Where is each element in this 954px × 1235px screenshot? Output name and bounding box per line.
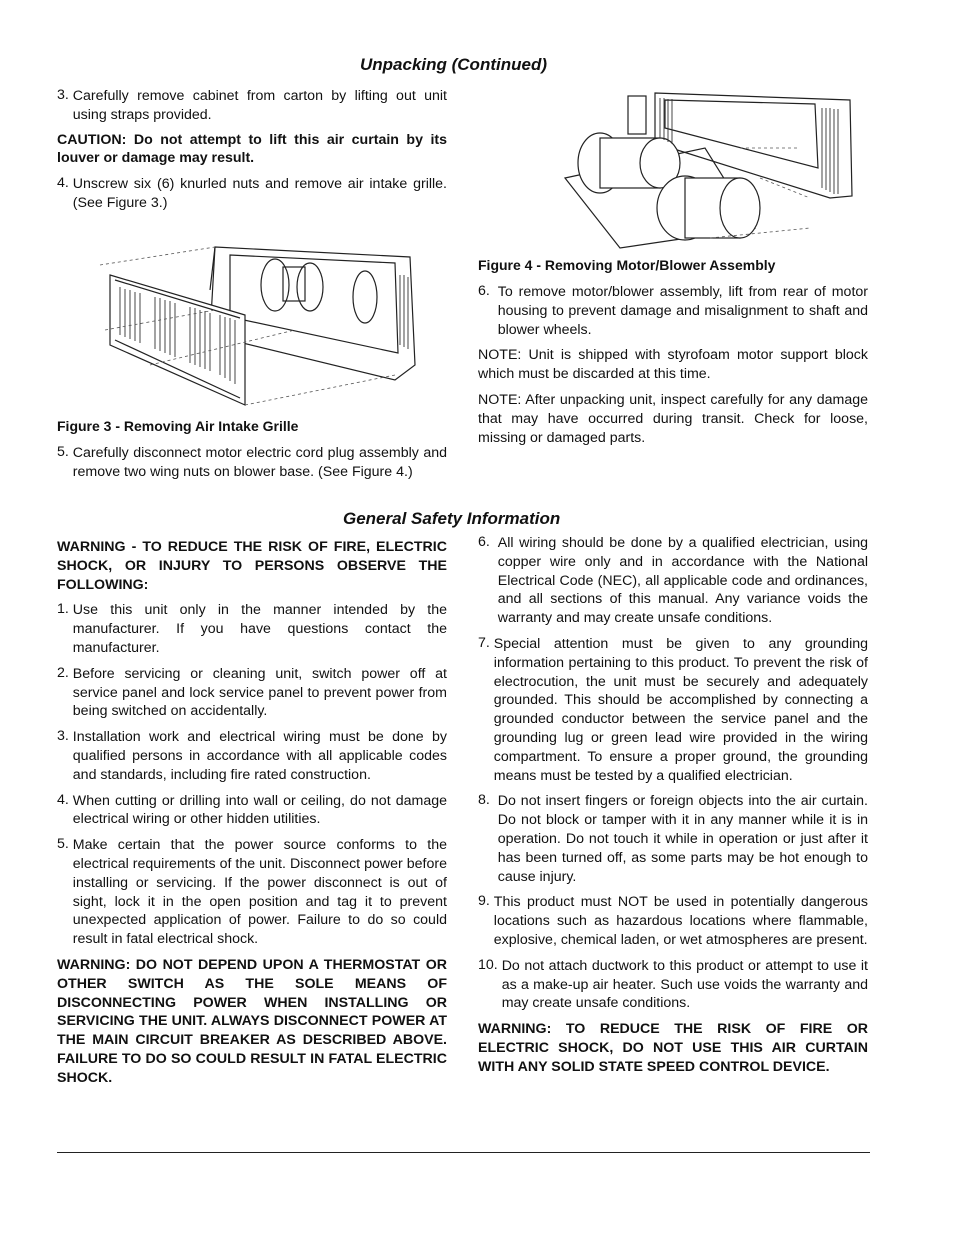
figure-3-caption: Figure 3 - Removing Air Intake Grille: [57, 418, 299, 434]
warning-text: WARNING: TO REDUCE THE RISK OF FIRE OR ELECTRIC SHOCK, DO NOT USE THIS AIR CURTAIN WITH ANY SOLID STATE SPEED CONTROL DEVICE.: [478, 1021, 868, 1075]
note-text: NOTE: Unit is shipped with styrofoam motor support block which must be discarded at this time.: [478, 347, 868, 383]
unpacking-heading: Unpacking (Continued): [360, 55, 547, 74]
item-number: 4.: [57, 175, 69, 192]
warning-text: WARNING: DO NOT DEPEND UPON A THERMOSTAT OR OTHER SWITCH AS THE SOLE MEANS OF DISCONNECTING POWER WHEN INSTALLING OR SERVICING THE UNIT. ALWAYS DISCONNECT POWER AT THE MAIN CIRCUIT BREAKER AS DESCRIBED ABOVE. FAILURE TO DO SO COULD RESULT IN FATAL ELECTRIC SHOCK.: [57, 956, 447, 1086]
safety-right-column: [478, 534, 868, 1077]
figure-4-caption: Figure 4 - Removing Motor/Blower Assembly: [478, 257, 776, 273]
item-text: When cutting or drilling into wall or ceiling, do not damage electrical wiring or other hidden utilities.: [72, 792, 447, 828]
list-item: [478, 792, 868, 886]
list-item: [57, 601, 447, 657]
list-item: [57, 87, 447, 125]
unpacking-right-column: [478, 283, 868, 447]
warning-text: WARNING - TO REDUCE THE RISK OF FIRE, ELECTRIC SHOCK, OR INJURY TO PERSONS OBSERVE THE FOLLOWING:: [57, 539, 447, 593]
item-text: All wiring should be done by a qualified electrician, using copper wire only and in accordance with the National Electrical Code (NEC), all applicable code and ordinances, and all sections of this manual. Any variance voids the warranty and may create unsafe conditions.: [497, 535, 868, 627]
item-number: 4.: [57, 791, 69, 808]
list-item: [57, 836, 447, 949]
item-number: 10.: [478, 956, 498, 973]
item-number: 6.: [478, 534, 490, 550]
list-item: [57, 665, 447, 721]
figure-3-illustration: [95, 235, 425, 410]
note-text: NOTE: After unpacking unit, inspect carefully for any damage that may have occurred during transit. Check for loose, missing or damaged parts.: [478, 391, 868, 446]
item-text: Unscrew six (6) knurled nuts and remove air intake grille. (See Figure 3.): [72, 176, 447, 211]
item-text: To remove motor/blower assembly, lift from rear of motor housing to prevent damage and misalignment to shaft and blower wheels.: [497, 284, 868, 338]
safety-heading: General Safety Information: [343, 509, 561, 528]
item-text: This product must NOT be used in potentially dangerous locations such as hazardous locations where flammable, explosive, chemical laden, or wet atmospheres are present.: [493, 894, 868, 948]
item-text: Do not insert fingers or foreign objects into the air curtain. Do not block or tamper with it in any manner while it is in operation. Do not touch it while in operation or just after it has been turned off, as some parts may be hot enough to cause injury.: [497, 793, 868, 885]
item-text: Carefully disconnect motor electric cord plug assembly and remove two wing nuts on blower base. (See Figure 4.): [72, 445, 447, 480]
item-number: 8.: [478, 792, 490, 809]
item-text: Before servicing or cleaning unit, switch power off at service panel and lock service panel to prevent power from being switched on accidentally.: [72, 665, 447, 720]
caution-text: CAUTION: Do not attempt to lift this air curtain by its louver or damage may result.: [57, 131, 447, 167]
item-number: 5.: [57, 444, 69, 460]
list-item: [478, 534, 868, 628]
item-text: Carefully remove cabinet from carton by lifting out unit using straps provided.: [72, 88, 447, 123]
unpacking-left-column: [57, 87, 447, 213]
list-item: [57, 175, 447, 213]
item-number: 7.: [478, 634, 490, 651]
list-item: [57, 728, 447, 784]
list-item: [57, 792, 447, 830]
item-number: 3.: [57, 728, 69, 745]
list-item: [478, 957, 868, 1013]
item-text: Installation work and electrical wiring must be done by qualified persons in accordance with all applicable codes and standards, including fire rated construction.: [72, 729, 447, 783]
item-text: Special attention must be given to any grounding information pertaining to this product. To prevent the risk of electrocution, the unit must be securely and adequately grounded. This should be accomplished by connecting a grounded conductor between the service panel and the grounding lug or green lead wire provided in the wiring compartment. To ensure a proper ground, the grounding means must be tested by a qualified electrician.: [493, 635, 868, 784]
item-text: Make certain that the power source conforms to the electrical requirements of the unit. Disconnect power before installing or servicing. If the power disconnect is out of sight, lock it in the open position and tag it to prevent unexpected application of power. Failure to do so could result in fatal electrical shock.: [72, 837, 447, 948]
item-number: 3.: [57, 87, 69, 103]
list-item: [478, 893, 868, 949]
item-number: 6.: [478, 283, 490, 299]
unpacking-item-5: [57, 444, 447, 482]
list-item: [478, 635, 868, 785]
item-number: 1.: [57, 601, 69, 618]
item-text: Use this unit only in the manner intended by the manufacturer. If you have questions contact the manufacturer.: [72, 602, 447, 656]
item-number: 5.: [57, 836, 69, 853]
footer-rule: [57, 1152, 870, 1153]
list-item: [57, 444, 447, 482]
list-item: [478, 283, 868, 339]
safety-left-column: [57, 538, 447, 1088]
item-text: Do not attach ductwork to this product or attempt to use it as a make-up air heater. Such use voids the warranty and may create unsafe conditions.: [501, 957, 868, 1012]
item-number: 2.: [57, 664, 69, 681]
item-number: 9.: [478, 893, 490, 910]
figure-4-illustration: [560, 88, 855, 258]
